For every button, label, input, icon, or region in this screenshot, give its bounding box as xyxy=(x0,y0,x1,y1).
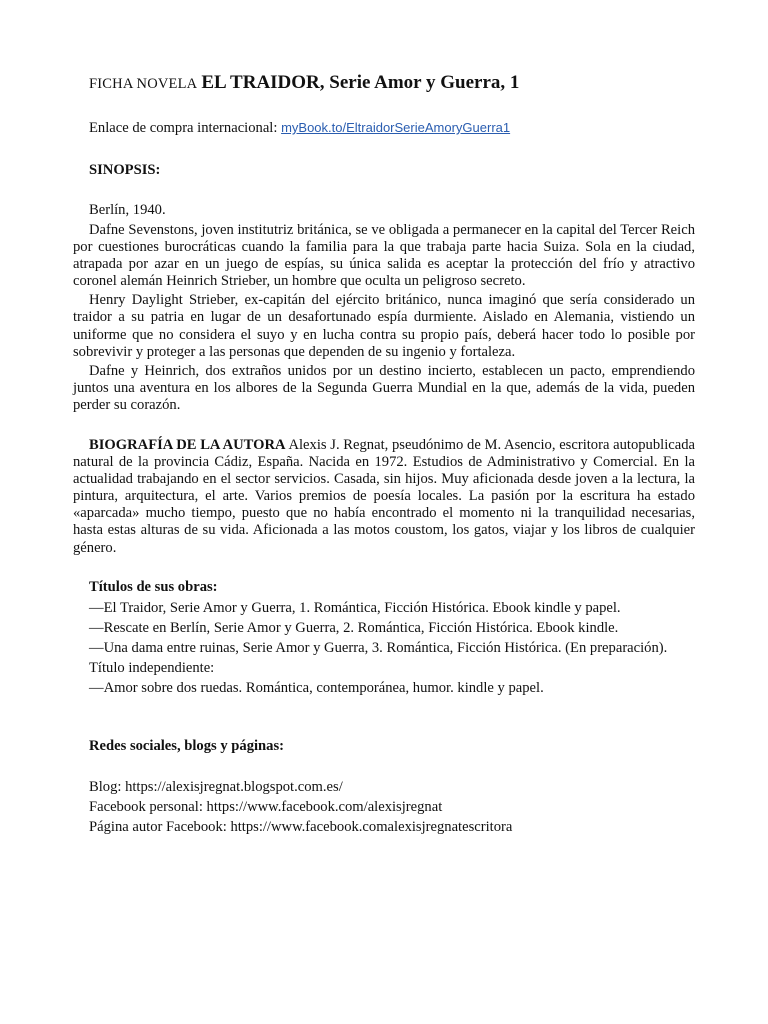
social-links xyxy=(89,777,512,837)
work-item: —Una dama entre ruinas, Serie Amor y Guerra, 3. Romántica, Ficción Histórica. (En preparación). xyxy=(89,640,668,656)
synopsis-body xyxy=(73,222,695,414)
synopsis-date-line: Berlín, 1940. xyxy=(89,202,166,218)
synopsis-paragraph: Dafne Sevenstons, joven institutriz británica, se ve obligada a permanecer en la capital del Tercer Reich por cuestiones burocráticas cuando la familia para la que trabaja parte hacia Suiza. Sola en la ciudad, atrapada por azar en un juego de espías, su única salida es aceptar la protección del frío y atractivo coronel alemán Heinrich Strieber, un hombre que oculta un peligroso secreto. xyxy=(73,222,695,290)
facebook-author-page-line: Página autor Facebook: https://www.facebook.comalexisjregnatescritora xyxy=(89,819,513,835)
document-title xyxy=(89,72,519,94)
work-item: —El Traidor, Serie Amor y Guerra, 1. Romántica, Ficción Histórica. Ebook kindle y papel. xyxy=(89,600,621,616)
purchase-link[interactable]: myBook.to/EltraidorSerieAmoryGuerra1 xyxy=(281,120,511,135)
biography-section xyxy=(73,437,695,557)
facebook-personal-line: Facebook personal: https://www.facebook.com/alexisjregnat xyxy=(89,799,443,815)
title-prefix: FICHA NOVELA xyxy=(89,76,198,92)
work-item: —Rescate en Berlín, Serie Amor y Guerra, 2. Romántica, Ficción Histórica. Ebook kindle. xyxy=(89,620,619,636)
biography-paragraph xyxy=(73,437,695,557)
synopsis-paragraph: Dafne y Heinrich, dos extraños unidos por un destino incierto, establecen un pacto, emprendiendo juntos una aventura en los albores de la Segunda Guerra Mundial en la que, además de la vida, pueden perder su corazón. xyxy=(73,362,695,413)
title-main: EL TRAIDOR, Serie Amor y Guerra, 1 xyxy=(201,72,520,93)
blog-link-line: Blog: https://alexisjregnat.blogspot.com.es/ xyxy=(89,779,343,795)
social-heading: Redes sociales, blogs y páginas: xyxy=(89,738,285,754)
works-list xyxy=(73,600,695,700)
synopsis-paragraph: Henry Daylight Strieber, ex-capitán del ejército británico, nunca imaginó que sería considerado un traidor a su patria en lugar de un desafortunado espía durmiente. Aislado en Alemania, vistiendo un uniforme que no considera el suyo y en lucha contra su propio país, deberá hacer todo lo posible por sobrevivir y proteger a las personas que dependen de su ingenio y fortaleza. xyxy=(73,292,695,360)
standalone-title-label: Título independiente: xyxy=(89,660,215,676)
biography-text: Alexis J. Regnat, pseudónimo de M. Asencio, escritora autopublicada natural de la provincia Cádiz, España. Nacida en 1972. Estudios de Administrativo y Comercial. En la actualidad trabajando en el sector servicios. Casada, sin hijos. Muy aficionada desde joven a la lectura, la pintura, arquitectura, el arte. Varios premios de poesía locales. La pasión por la escritura ha estado «aparcada» mucho tiempo, puesto que no había encontrado el momento ni la tranquilidad necesarias, hasta estas alturas de su vida. Aficionada a las motos coustom, los gatos, viajar y los libros de cualquier género. xyxy=(73,437,695,556)
synopsis-heading: SINOPSIS: xyxy=(89,162,161,178)
work-item: —Amor sobre dos ruedas. Romántica, contemporánea, humor. kindle y papel. xyxy=(89,680,544,696)
biography-heading: BIOGRAFÍA DE LA AUTORA xyxy=(89,437,286,453)
works-heading: Títulos de sus obras: xyxy=(89,579,218,595)
purchase-line xyxy=(89,120,510,137)
purchase-label: Enlace de compra internacional: xyxy=(89,120,278,136)
